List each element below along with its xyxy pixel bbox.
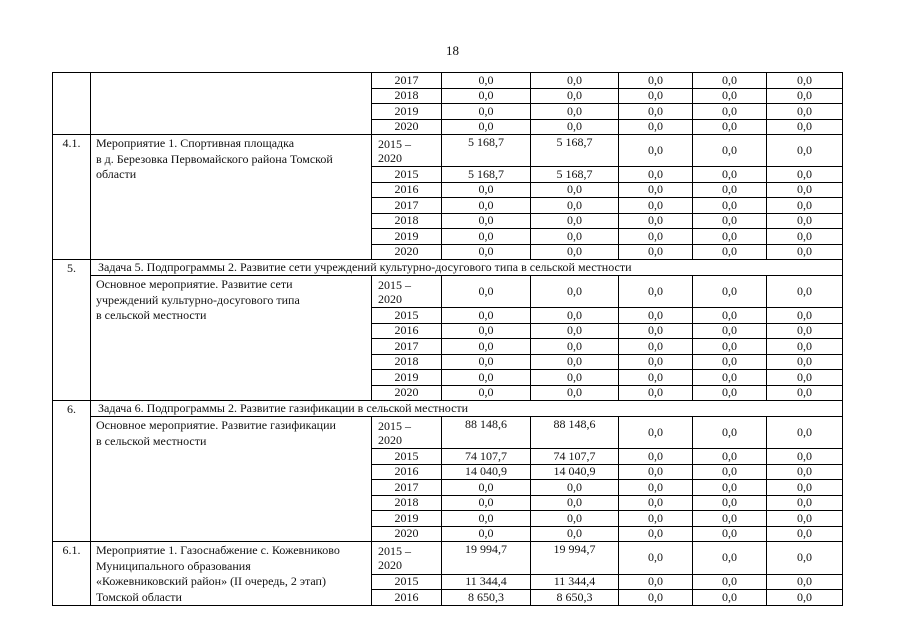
year-cell — [372, 198, 442, 214]
value-cell: 0,0 — [442, 339, 531, 355]
year-label: 2015 — [394, 448, 419, 463]
year-label: 2015 — [394, 574, 419, 589]
value-cell: 11 344,4 — [531, 574, 619, 590]
task-header-row — [53, 401, 843, 417]
value-cell: 0,0 — [693, 73, 767, 89]
value-cell: 0,0 — [693, 308, 767, 324]
value-cell: 0,0 — [693, 464, 767, 480]
value-cell: 0,0 — [693, 370, 767, 386]
value-cell: 0,0 — [619, 339, 693, 355]
value-cell: 0,0 — [619, 198, 693, 214]
value-cell: 0,0 — [619, 119, 693, 135]
year-label: 2017 — [394, 72, 419, 87]
value-cell: 0,0 — [442, 244, 531, 260]
value-cell: 0,0 — [693, 385, 767, 401]
value-cell: 0,0 — [442, 323, 531, 339]
value-cell: 0,0 — [693, 511, 767, 527]
year-label: 2017 — [394, 479, 419, 494]
year-cell — [372, 167, 442, 183]
value-cell: 0,0 — [767, 135, 843, 167]
value-cell: 74 107,7 — [442, 449, 531, 465]
value-cell: 0,0 — [442, 88, 531, 104]
year-cell — [372, 339, 442, 355]
value-cell: 0,0 — [767, 574, 843, 590]
value-cell: 0,0 — [442, 495, 531, 511]
table-row — [53, 73, 843, 89]
value-cell: 0,0 — [693, 354, 767, 370]
year-cell — [372, 135, 442, 167]
year-label: 2020 — [394, 244, 419, 259]
value-cell: 0,0 — [619, 590, 693, 606]
value-cell: 0,0 — [767, 417, 843, 449]
value-cell: 0,0 — [693, 229, 767, 245]
value-cell: 0,0 — [619, 308, 693, 324]
value-cell: 0,0 — [693, 480, 767, 496]
number-cell: 4.1. — [53, 135, 91, 260]
value-cell: 0,0 — [767, 244, 843, 260]
description-cell: Основное мероприятие. Развитие газификации в сельской местности — [91, 417, 372, 542]
task-number-cell: 5. — [53, 260, 91, 401]
task-header-row — [53, 260, 843, 276]
year-cell — [372, 511, 442, 527]
year-cell — [372, 449, 442, 465]
year-cell — [372, 119, 442, 135]
value-cell: 0,0 — [693, 323, 767, 339]
value-cell: 0,0 — [442, 480, 531, 496]
year-label: 2019 — [394, 228, 419, 243]
value-cell: 0,0 — [767, 464, 843, 480]
value-cell: 0,0 — [531, 88, 619, 104]
value-cell: 0,0 — [442, 308, 531, 324]
value-cell: 0,0 — [767, 104, 843, 120]
description-cell: Мероприятие 1. Газоснабжение с. Кожевниково Муниципального образования «Кожевниковский район» (II очередь, 2 этап) Томской области — [91, 542, 372, 606]
value-cell: 0,0 — [767, 370, 843, 386]
value-cell: 0,0 — [531, 526, 619, 542]
value-cell: 0,0 — [693, 417, 767, 449]
year-label: 2015 – 2020 — [378, 418, 411, 447]
year-label: 2020 — [394, 526, 419, 541]
value-cell: 0,0 — [767, 354, 843, 370]
value-cell: 0,0 — [767, 526, 843, 542]
year-label: 2015 – 2020 — [378, 277, 411, 306]
value-cell: 14 040,9 — [531, 464, 619, 480]
value-cell: 0,0 — [619, 73, 693, 89]
value-cell: 0,0 — [531, 308, 619, 324]
value-cell: 0,0 — [767, 88, 843, 104]
value-cell: 0,0 — [693, 574, 767, 590]
value-cell: 0,0 — [619, 370, 693, 386]
year-cell — [372, 182, 442, 198]
value-cell: 5 168,7 — [531, 135, 619, 167]
data-table — [52, 72, 843, 606]
value-cell: 0,0 — [619, 182, 693, 198]
year-label: 2016 — [394, 464, 419, 479]
value-cell: 0,0 — [767, 449, 843, 465]
table-row — [53, 276, 843, 308]
year-cell — [372, 542, 442, 575]
value-cell: 0,0 — [619, 542, 693, 575]
year-cell — [372, 574, 442, 590]
year-cell — [372, 417, 442, 449]
value-cell: 0,0 — [442, 229, 531, 245]
value-cell: 74 107,7 — [531, 449, 619, 465]
value-cell: 0,0 — [767, 511, 843, 527]
value-cell: 0,0 — [693, 182, 767, 198]
value-cell: 0,0 — [693, 167, 767, 183]
year-cell — [372, 104, 442, 120]
value-cell: 0,0 — [767, 590, 843, 606]
value-cell: 0,0 — [693, 276, 767, 308]
year-label: 2019 — [394, 510, 419, 525]
year-label: 2016 — [394, 182, 419, 197]
value-cell: 0,0 — [767, 480, 843, 496]
value-cell: 0,0 — [619, 511, 693, 527]
number-cell — [53, 73, 91, 135]
value-cell: 0,0 — [767, 542, 843, 575]
year-label: 2018 — [394, 213, 419, 228]
value-cell: 0,0 — [767, 167, 843, 183]
value-cell: 0,0 — [531, 229, 619, 245]
value-cell: 0,0 — [619, 385, 693, 401]
value-cell: 0,0 — [619, 276, 693, 308]
value-cell: 0,0 — [442, 370, 531, 386]
value-cell: 0,0 — [767, 495, 843, 511]
value-cell: 14 040,9 — [442, 464, 531, 480]
value-cell: 0,0 — [619, 88, 693, 104]
year-label: 2015 – 2020 — [378, 136, 411, 165]
year-label: 2015 — [394, 166, 419, 181]
value-cell: 0,0 — [693, 104, 767, 120]
year-cell — [372, 323, 442, 339]
value-cell: 0,0 — [767, 182, 843, 198]
value-cell: 0,0 — [619, 495, 693, 511]
value-cell: 0,0 — [693, 495, 767, 511]
year-label: 2018 — [394, 495, 419, 510]
value-cell: 0,0 — [442, 276, 531, 308]
value-cell: 8 650,3 — [531, 590, 619, 606]
year-label: 2020 — [394, 119, 419, 134]
value-cell: 0,0 — [531, 198, 619, 214]
value-cell: 0,0 — [531, 213, 619, 229]
value-cell: 0,0 — [531, 354, 619, 370]
value-cell: 0,0 — [442, 119, 531, 135]
value-cell: 0,0 — [531, 182, 619, 198]
table-body — [53, 73, 843, 606]
year-cell — [372, 480, 442, 496]
year-cell — [372, 370, 442, 386]
value-cell: 0,0 — [531, 323, 619, 339]
value-cell: 0,0 — [442, 73, 531, 89]
year-cell — [372, 213, 442, 229]
value-cell: 0,0 — [531, 385, 619, 401]
value-cell: 88 148,6 — [442, 417, 531, 449]
task-title-cell: Задача 5. Подпрограммы 2. Развитие сети учреждений культурно-досугового типа в сельской местности — [91, 260, 843, 276]
value-cell: 88 148,6 — [531, 417, 619, 449]
value-cell: 0,0 — [619, 449, 693, 465]
value-cell: 5 168,7 — [442, 135, 531, 167]
year-label: 2018 — [394, 354, 419, 369]
year-label: 2017 — [394, 197, 419, 212]
value-cell: 0,0 — [531, 119, 619, 135]
value-cell: 0,0 — [531, 511, 619, 527]
value-cell: 5 168,7 — [442, 167, 531, 183]
value-cell: 0,0 — [531, 495, 619, 511]
value-cell: 0,0 — [767, 276, 843, 308]
value-cell: 0,0 — [619, 526, 693, 542]
value-cell: 0,0 — [442, 526, 531, 542]
value-cell: 0,0 — [619, 323, 693, 339]
value-cell: 0,0 — [619, 167, 693, 183]
year-cell — [372, 354, 442, 370]
value-cell: 0,0 — [619, 417, 693, 449]
task-title-cell: Задача 6. Подпрограммы 2. Развитие газификации в сельской местности — [91, 401, 843, 417]
value-cell: 8 650,3 — [442, 590, 531, 606]
value-cell: 0,0 — [767, 308, 843, 324]
year-cell — [372, 464, 442, 480]
year-cell — [372, 308, 442, 324]
value-cell: 0,0 — [531, 339, 619, 355]
value-cell: 11 344,4 — [442, 574, 531, 590]
value-cell: 0,0 — [767, 229, 843, 245]
description-cell — [91, 73, 372, 135]
task-number-cell: 6. — [53, 401, 91, 542]
value-cell: 0,0 — [442, 213, 531, 229]
value-cell: 0,0 — [531, 276, 619, 308]
value-cell: 0,0 — [619, 135, 693, 167]
value-cell: 0,0 — [693, 449, 767, 465]
year-cell — [372, 526, 442, 542]
value-cell: 0,0 — [693, 526, 767, 542]
table-row — [53, 542, 843, 575]
year-label: 2016 — [394, 323, 419, 338]
value-cell: 0,0 — [442, 104, 531, 120]
value-cell: 0,0 — [531, 244, 619, 260]
value-cell: 0,0 — [531, 104, 619, 120]
number-cell: 6.1. — [53, 542, 91, 606]
value-cell: 0,0 — [767, 119, 843, 135]
year-cell — [372, 73, 442, 89]
value-cell: 0,0 — [693, 135, 767, 167]
value-cell: 0,0 — [693, 590, 767, 606]
value-cell: 0,0 — [619, 213, 693, 229]
table-row — [53, 135, 843, 167]
value-cell: 0,0 — [442, 511, 531, 527]
value-cell: 0,0 — [619, 464, 693, 480]
value-cell: 0,0 — [442, 182, 531, 198]
year-label: 2019 — [394, 103, 419, 118]
description-cell: Основное мероприятие. Развитие сети учреждений культурно-досугового типа в сельской местности — [91, 276, 372, 401]
value-cell: 0,0 — [442, 385, 531, 401]
table-row — [53, 417, 843, 449]
year-cell — [372, 244, 442, 260]
value-cell: 0,0 — [619, 229, 693, 245]
value-cell: 0,0 — [693, 244, 767, 260]
year-label: 2019 — [394, 369, 419, 384]
value-cell: 0,0 — [767, 339, 843, 355]
value-cell: 0,0 — [619, 354, 693, 370]
value-cell: 0,0 — [767, 198, 843, 214]
value-cell: 19 994,7 — [531, 542, 619, 575]
value-cell: 0,0 — [531, 370, 619, 386]
value-cell: 0,0 — [442, 198, 531, 214]
value-cell: 0,0 — [619, 574, 693, 590]
value-cell: 0,0 — [693, 119, 767, 135]
value-cell: 0,0 — [767, 385, 843, 401]
value-cell: 0,0 — [693, 88, 767, 104]
value-cell: 0,0 — [693, 213, 767, 229]
value-cell: 0,0 — [531, 73, 619, 89]
year-cell — [372, 229, 442, 245]
year-label: 2018 — [394, 88, 419, 103]
value-cell: 0,0 — [619, 104, 693, 120]
value-cell: 0,0 — [767, 323, 843, 339]
year-label: 2020 — [394, 385, 419, 400]
value-cell: 0,0 — [693, 198, 767, 214]
value-cell: 0,0 — [693, 542, 767, 575]
value-cell: 5 168,7 — [531, 167, 619, 183]
value-cell: 0,0 — [531, 480, 619, 496]
value-cell: 0,0 — [619, 480, 693, 496]
year-cell — [372, 88, 442, 104]
page-number: 18 — [446, 43, 459, 58]
value-cell: 0,0 — [442, 354, 531, 370]
year-cell — [372, 495, 442, 511]
year-label: 2015 — [394, 307, 419, 322]
value-cell: 0,0 — [693, 339, 767, 355]
year-label: 2015 – 2020 — [378, 543, 411, 572]
value-cell: 19 994,7 — [442, 542, 531, 575]
year-label: 2016 — [394, 590, 419, 605]
value-cell: 0,0 — [767, 73, 843, 89]
year-cell — [372, 385, 442, 401]
value-cell: 0,0 — [767, 213, 843, 229]
year-label: 2017 — [394, 338, 419, 353]
value-cell: 0,0 — [619, 244, 693, 260]
year-cell — [372, 276, 442, 308]
year-cell — [372, 590, 442, 606]
description-cell: Мероприятие 1. Спортивная площадка в д. Березовка Первомайского района Томской области — [91, 135, 372, 260]
